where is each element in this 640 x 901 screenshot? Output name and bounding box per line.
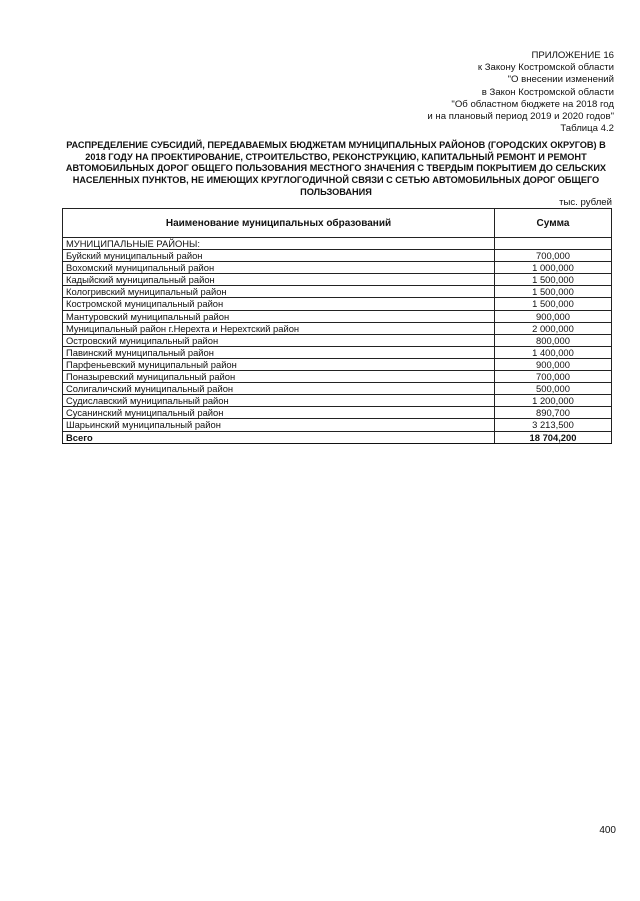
table-row (63, 407, 612, 419)
section-label: МУНИЦИПАЛЬНЫЕ РАЙОНЫ: (63, 238, 495, 250)
district-sum: 700,000 (495, 250, 612, 262)
district-sum: 890,700 (495, 407, 612, 419)
total-row (63, 431, 612, 443)
table-row (63, 358, 612, 370)
table-row (63, 419, 612, 431)
district-name: Кологривский муниципальный район (63, 286, 495, 298)
district-sum: 800,000 (495, 334, 612, 346)
district-sum: 700,000 (495, 371, 612, 383)
table-header-row (63, 209, 612, 238)
district-name: Сусанинский муниципальный район (63, 407, 495, 419)
table-row (63, 298, 612, 310)
header-line-budget: "Об областном бюджете на 2018 год (451, 98, 614, 110)
district-name: Парфеньевский муниципальный район (63, 358, 495, 370)
district-sum: 900,000 (495, 358, 612, 370)
total-label: Всего (63, 431, 495, 443)
column-header-sum: Сумма (495, 209, 612, 238)
table-row (63, 383, 612, 395)
table-row (63, 334, 612, 346)
district-sum: 1 000,000 (495, 262, 612, 274)
header-line-table-number: Таблица 4.2 (560, 123, 614, 135)
header-line-law: к Закону Костромской области (477, 62, 614, 74)
district-name: Павинский муниципальный район (63, 346, 495, 358)
district-name: Островский муниципальный район (63, 334, 495, 346)
district-sum: 1 500,000 (495, 286, 612, 298)
section-sum-empty (495, 238, 612, 250)
table-row (63, 286, 612, 298)
district-sum: 1 400,000 (495, 346, 612, 358)
district-name: Шарьинский муниципальный район (63, 419, 495, 431)
table-row (63, 262, 612, 274)
district-name: Солигаличский муниципальный район (63, 383, 495, 395)
appendix-header (314, 50, 614, 135)
table-row (63, 274, 612, 286)
district-name: Костромской муниципальный район (63, 298, 495, 310)
units-label: тыс. рублей (559, 197, 612, 208)
district-name: Мантуровский муниципальный район (63, 310, 495, 322)
district-sum: 1 200,000 (495, 395, 612, 407)
subsidy-table (62, 208, 612, 444)
table-row (63, 322, 612, 334)
header-line-appendix: ПРИЛОЖЕНИЕ 16 (531, 50, 614, 61)
page-number: 400 (599, 825, 616, 836)
district-name: Вохомский муниципальный район (63, 262, 495, 274)
header-line-amendments: "О внесении изменений (507, 74, 614, 86)
district-name: Поназыревский муниципальный район (63, 371, 495, 383)
header-line-law-ref: в Закон Костромской области (481, 86, 614, 98)
district-sum: 1 500,000 (495, 298, 612, 310)
column-header-name: Наименование муниципальных образований (63, 209, 495, 238)
header-line-period: и на плановый период 2019 и 2020 годов" (427, 111, 614, 123)
table-row (63, 395, 612, 407)
total-sum: 18 704,200 (495, 431, 612, 443)
district-sum: 500,000 (495, 383, 612, 395)
district-sum: 3 213,500 (495, 419, 612, 431)
district-name: Судиславский муниципальный район (63, 395, 495, 407)
district-sum: 1 500,000 (495, 274, 612, 286)
district-sum: 900,000 (495, 310, 612, 322)
table-body (63, 238, 612, 444)
district-sum: 2 000,000 (495, 322, 612, 334)
table-row (63, 371, 612, 383)
table-row (63, 250, 612, 262)
document-title: РАСПРЕДЕЛЕНИЕ СУБСИДИЙ, ПЕРЕДАВАЕМЫХ БЮДЖЕТАМ МУНИЦИПАЛЬНЫХ РАЙОНОВ (ГОРОДСКИХ ОКРУГОВ) В 2018 ГОДУ НА ПРОЕКТИРОВАНИЕ, СТРОИТЕЛЬСТВО, РЕКОНСТРУКЦИЮ, КАПИТАЛЬНЫЙ РЕМОНТ И РЕМОНТ АВТОМОБИЛЬНЫХ ДОРОГ ОБЩЕГО ПОЛЬЗОВАНИЯ МЕСТНОГО ЗНАЧЕНИЯ С ТВЕРДЫМ ПОКРЫТИЕМ ДО СЕЛЬСКИХ НАСЕЛЕННЫХ ПУНКТОВ, НЕ ИМЕЮЩИХ КРУГЛОГОДИЧНОЙ СВЯЗИ С СЕТЬЮ АВТОМОБИЛЬНЫХ ДОРОГ ОБЩЕГО ПОЛЬЗОВАНИЯ (65, 140, 607, 197)
district-name: Буйский муниципальный район (63, 250, 495, 262)
section-row (63, 238, 612, 250)
table-row (63, 310, 612, 322)
district-name: Муниципальный район г.Нерехта и Нерехтский район (63, 322, 495, 334)
table-row (63, 346, 612, 358)
district-name: Кадыйский муниципальный район (63, 274, 495, 286)
